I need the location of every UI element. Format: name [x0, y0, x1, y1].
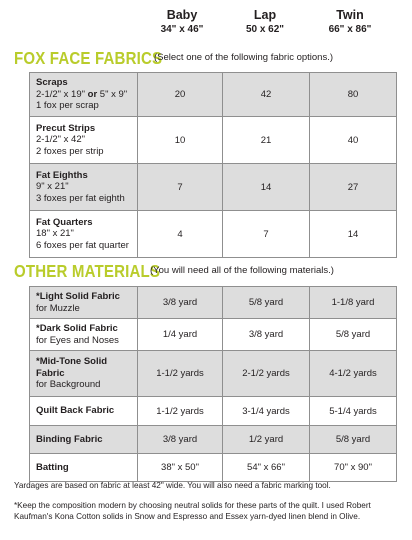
fabric-option-yield: 2 foxes per strip	[36, 145, 104, 157]
cell-twin: 27	[310, 164, 397, 211]
other-materials-heading	[14, 261, 334, 281]
cell-twin: 14	[310, 211, 397, 258]
row-label	[30, 117, 138, 164]
row-label	[30, 397, 138, 426]
cell-twin: 1-1/8 yard	[310, 287, 397, 319]
table-row	[30, 117, 397, 164]
cell-baby: 3/8 yard	[138, 426, 223, 454]
cell-lap: 14	[223, 164, 310, 211]
fabric-option-size	[36, 89, 131, 101]
material-use: for Muzzle	[36, 302, 80, 314]
cell-lap: 42	[223, 73, 310, 117]
size-a: 2-1/2" x 19"	[36, 88, 85, 100]
cell-baby: 20	[138, 73, 223, 117]
cell-baby: 1-1/2 yards	[138, 397, 223, 426]
cell-lap: 3-1/4 yards	[223, 397, 310, 426]
row-label	[30, 287, 138, 319]
table-row	[30, 319, 397, 351]
row-label	[30, 164, 138, 211]
size-b: 5" x 9"	[99, 88, 128, 100]
section-title: FOX FACE FABRICS	[14, 48, 163, 68]
cell-baby: 4	[138, 211, 223, 258]
column-dimensions: 66" x 86"	[328, 24, 372, 35]
cell-lap: 1/2 yard	[223, 426, 310, 454]
row-label	[30, 426, 138, 454]
cell-baby: 3/8 yard	[138, 287, 223, 319]
cell-baby: 1/4 yard	[138, 319, 223, 351]
cell-baby: 7	[138, 164, 223, 211]
or-word: or	[87, 88, 98, 100]
column-dimensions: 50 x 62"	[245, 24, 285, 35]
fox-face-fabrics-table	[29, 72, 397, 258]
fabric-option-name: Scraps	[36, 77, 68, 89]
table-row	[30, 73, 397, 117]
cell-twin: 80	[310, 73, 397, 117]
fabric-option-size: 18" x 21"	[36, 228, 74, 240]
cell-lap: 2-1/2 yards	[223, 351, 310, 397]
fabric-option-yield: 6 foxes per fat quarter	[36, 239, 129, 251]
size-column-headers	[0, 8, 412, 42]
cell-lap: 7	[223, 211, 310, 258]
row-label	[30, 454, 138, 482]
fox-face-fabrics-heading	[14, 48, 334, 68]
cell-twin: 5/8 yard	[310, 426, 397, 454]
section-title: OTHER MATERIALS	[14, 261, 161, 281]
material-name: Quilt Back Fabric	[36, 405, 115, 417]
section-instruction: (Select one of the following fabric options.)	[154, 52, 334, 63]
table-row	[30, 164, 397, 211]
row-label	[30, 211, 138, 258]
material-name: Batting	[36, 461, 69, 473]
column-name: Lap	[253, 8, 277, 22]
table-row	[30, 211, 397, 258]
other-materials-table	[29, 286, 397, 482]
cell-twin: 4-1/2 yards	[310, 351, 397, 397]
composition-note: *Keep the composition modern by choosing neutral solids for these parts of the quilt. I used Robert Kaufman's Kona Cotton solids in Snow and Espresso and Essex yarn-dyed linen blend in Olive.	[14, 501, 371, 521]
table-row	[30, 426, 397, 454]
material-name: *Mid-Tone Solid Fabric	[36, 356, 108, 379]
material-name: Binding Fabric	[36, 433, 103, 445]
cell-baby: 1-1/2 yards	[138, 351, 223, 397]
table-row	[30, 397, 397, 426]
fabric-option-name: Fat Quarters	[36, 216, 93, 228]
fabric-option-size: 9" x 21"	[36, 181, 69, 193]
column-dimensions: 34" x 46"	[160, 24, 204, 35]
cell-twin: 5/8 yard	[310, 319, 397, 351]
cell-twin: 40	[310, 117, 397, 164]
material-use: for Background	[36, 379, 101, 391]
fabric-option-size: 2-1/2" x 42"	[36, 134, 85, 146]
cell-lap: 5/8 yard	[223, 287, 310, 319]
cell-lap: 3/8 yard	[223, 319, 310, 351]
column-name: Baby	[166, 8, 198, 22]
yardage-note: Yardages are based on fabric at least 42" wide. You will also need a fabric marking tool.	[14, 481, 331, 490]
fabric-option-name: Fat Eighths	[36, 169, 88, 181]
column-header-twin	[300, 8, 400, 36]
column-name: Twin	[336, 8, 364, 22]
cell-twin: 70" x 90"	[310, 454, 397, 482]
cell-twin: 5-1/4 yards	[310, 397, 397, 426]
fabric-option-yield: 1 fox per scrap	[36, 100, 99, 112]
table-row	[30, 351, 397, 397]
table-row	[30, 287, 397, 319]
cell-lap: 54" x 66"	[223, 454, 310, 482]
cell-baby: 10	[138, 117, 223, 164]
fabric-option-name: Precut Strips	[36, 122, 96, 134]
row-label	[30, 73, 138, 117]
row-label	[30, 351, 138, 397]
section-instruction: (You will need all of the following materials.)	[150, 265, 334, 276]
material-use: for Eyes and Noses	[36, 334, 119, 346]
cell-lap: 21	[223, 117, 310, 164]
table-row	[30, 454, 397, 482]
row-label	[30, 319, 138, 351]
material-name: *Light Solid Fabric	[36, 291, 120, 302]
cell-baby: 38" x 50"	[138, 454, 223, 482]
fabric-option-yield: 3 foxes per fat eighth	[36, 192, 125, 204]
material-name: *Dark Solid Fabric	[36, 323, 118, 334]
